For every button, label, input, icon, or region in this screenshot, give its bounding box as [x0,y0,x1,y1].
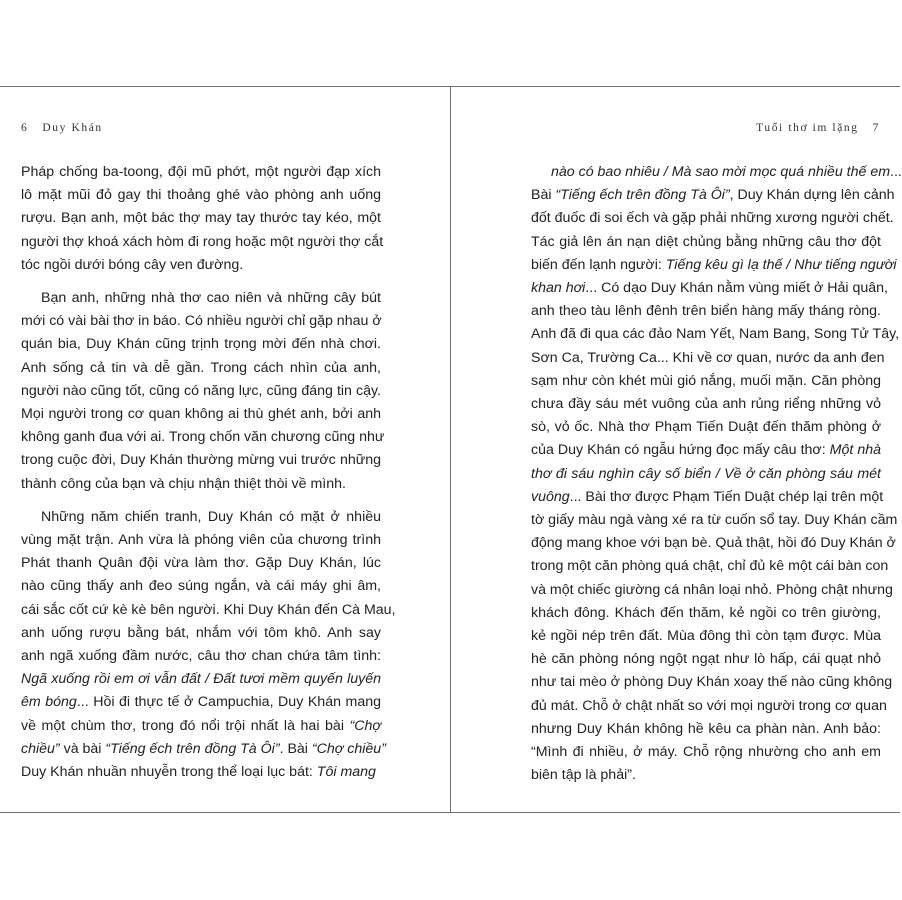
text-line: người thợ khoá xách hòm đi rong hoặc một người thợ cắt [21,233,384,250]
right-running-head: Tuổi thơ im lặng [756,122,859,134]
text-line: nào cũng thấy anh đeo súng ngắn, và cái máy ghi âm, [21,578,381,595]
text-line: thành công của bạn và chịu nhận thiệt thòi về mình. [21,475,346,492]
text-line: vuông... Bài thơ được Phạm Tiến Duật chép lại trên một [531,488,884,505]
text-line: người nào cũng tốt, cũng có năng lực, cũng đáng tin cậy. [21,382,381,399]
text-line: Ngã xuống rồi em ơi vẫn đất / Đất tươi mềm quyến luyến [21,671,381,688]
text-line: Những năm chiến tranh, Duy Khán có mặt ở nhiều [41,508,381,525]
text-line: lô mặt mũi đỏ gay thi thoảng ghé vào phòng anh uống [21,187,381,204]
text-line: Phát thanh Quân đội vừa làm thơ. Gặp Duy Khán, lúc [21,555,381,572]
text-line: Pháp chống ba-toong, đội mũ phớt, một người đạp xích [21,164,381,180]
text-line: nào có bao nhiêu / Mà sao mời mọc quá nhiều thế em... [551,164,902,180]
text-line: rượu. Bạn anh, một bác thợ may tay thước tay kéo, một [21,210,381,227]
paragraph [531,161,902,787]
text-line: êm bóng... Hồi đi thực tế ở Campuchia, Duy Khán mang [21,694,382,711]
text-line: cái sắc cốt cứ kè kè bên người. Khi Duy Khán đến Cà Mau, [21,601,396,618]
book-gutter [450,86,451,813]
text-line: như tai mèo ở phòng Duy Khán xoay thế nào cũng không [531,674,893,691]
text-line: anh ngã xuống đầm nước, câu thơ chan chứa tâm tình: [21,648,381,665]
text-line: trong một căn phòng quá chật, chỉ đủ kê một cái bàn con [531,558,889,575]
text-line: không ganh đua với ai. Trong chốn văn chương cũng như [21,429,385,446]
text-line: sạm như còn khét mùi gió nắng, muối mặn. Căn phòng [531,372,881,389]
paragraph [21,506,396,784]
text-line: và một chiếc giường cá nhân loại nhỏ. Phòng chật nhưng [531,581,893,598]
paragraph [21,287,385,496]
text-line: Mọi người trong cơ quan không ai thù ghét anh, bởi anh [21,406,381,423]
right-page-body [531,161,902,787]
text-line: vùng mặt trận. Anh vừa là phóng viên của chương trình [21,532,381,549]
text-line: tờ giấy màu ngà vàng xé ra từ cuốn sổ tay. Duy Khán cầm [531,512,898,529]
left-page-number: 6 [21,122,29,134]
text-line: chiều” và bài “Tiếng ếch trên đồng Tà Ôi”. Bài “Chợ chiều” [21,740,386,757]
text-line: biên tập là phải”. [531,767,636,784]
text-line: trong cuộc đời, Duy Khán thường mừng vui trước những [21,452,381,469]
text-line: Anh đã đi qua các đảo Nam Yết, Nam Bang, Song Tử Tây, [531,326,900,343]
left-running-head: Duy Khán [42,122,103,134]
right-running-header [756,122,880,134]
text-line: khan hơi... Có dạo Duy Khán nằm vùng miết ở Hải quân, [531,280,889,297]
text-line: động mang khoe với bạn bè. Quả thật, hồi đó Duy Khán ở [531,535,896,552]
text-line: của Duy Khán có ngẫu hứng đọc mấy câu thơ: Một nhà [531,442,882,459]
text-line: chưa đầy sáu mét vuông của anh rủng riểng những vỏ [531,396,881,413]
left-running-header [21,122,103,134]
right-page-number: 7 [872,122,880,134]
paragraph [21,161,384,277]
text-line: khách đông. Khách đến thăm, kẻ ngồi co trên giường, [531,604,881,621]
text-line: quán bia, Duy Khán cũng trịnh trọng mời đến nhà chơi. [21,336,381,353]
text-line: Duy Khán nhuần nhuyễn trong thể loại lục bát: Tôi mang [21,764,376,781]
text-line: Bạn anh, những nhà thơ cao niên và những cây bút [41,290,381,307]
text-line: Tác giả lên án nạn diệt chủng bằng những câu thơ đột [531,233,881,250]
text-line: anh theo tàu lênh đênh trên biển hàng mấy tháng ròng. [531,303,881,320]
text-line: Anh sống cả tin và dễ gần. Trong cách nhìn của anh, [21,359,381,376]
text-line: sò, vỏ ốc. Nhà thơ Phạm Tiến Duật đến thăm phòng ở [531,419,881,436]
text-line: thơ đi sáu nghìn cây số biển / Về ở căn phòng sáu mét [531,465,881,482]
text-line: về một chùm thơ, trong đó nổi trội nhất là hai bài “Chợ [21,717,381,734]
text-line: đủ mát. Chỗ ở chật nhất so với mọi người trong cơ quan [531,697,887,714]
text-line: Sơn Ca, Trường Ca... Khi về cơ quan, nước da anh đen [531,349,885,366]
text-line: mới có vài bài thơ in báo. Có nhiều người chỉ gặp nhau ở [21,313,382,330]
text-line: nhưng Duy Khán không hề kêu ca phàn nàn. Anh bảo: [531,720,881,737]
left-page-body [21,161,396,784]
text-line: kẻ ngồi nép trên đất. Mùa đông thì còn tạm được. Mùa [531,628,881,645]
text-line: “Mình đi nhiều, ở máy. Chỗ rộng nhường cho anh em [531,744,881,761]
text-line: Bài “Tiếng ếch trên đồng Tà Ôi”, Duy Khán dựng lên cảnh [531,187,895,204]
text-line: biến đến lạnh người: Tiếng kêu gì lạ thế / Như tiếng người [531,256,897,273]
text-line: anh uống rượu bằng bát, nhắm với tôm khô. Anh say [21,624,381,641]
text-line: tóc ngồi dưới bóng cây ven đường. [21,256,244,273]
text-line: hè căn phòng nóng ngột ngạt như lò hấp, cái quạt nhỏ [531,651,881,668]
text-line: đốt đuốc đi soi ếch và gặp phải những xương người chết. [531,210,894,227]
